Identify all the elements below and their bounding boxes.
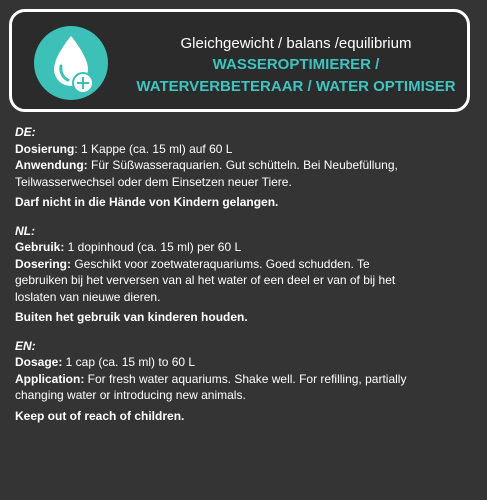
- use-text2-en: changing water or introducing new animals.: [15, 388, 246, 402]
- use-label-de: Anwendung:: [15, 158, 88, 172]
- product-header: [9, 9, 470, 112]
- dose-text-de: : 1 Kappe (ca. 15 ml) auf 60 L: [74, 141, 233, 156]
- use-text2-nl: gebruiken bij het verversen van al het water of een deel er van of bij het: [15, 273, 396, 287]
- dose-label-nl: Gebruik:: [15, 240, 65, 254]
- dose-line-en: [15, 354, 475, 371]
- dose-line-nl: [15, 239, 475, 256]
- lang-label-de: DE:: [15, 125, 36, 139]
- header-title-line2: WATERVERBETERAAR / WATER OPTIMISER: [136, 78, 456, 95]
- use-line-en: [15, 371, 475, 388]
- lang-label-nl: NL:: [15, 223, 35, 238]
- warning-de: Darf nicht in die Hände von Kindern gelangen.: [15, 195, 279, 209]
- use-text2-de: Teilwasserwechsel oder dem Einsetzen neuer Tiere.: [15, 174, 292, 189]
- warning-en: Keep out of reach of children.: [15, 408, 185, 423]
- section-nl: [15, 223, 475, 326]
- dose-label-de: Dosierung: [15, 141, 75, 156]
- header-subtitle: Gleichgewicht / balans /equilibrium: [180, 35, 412, 52]
- use-line-nl: [15, 256, 475, 273]
- use-text-de: Für Süßwasseraquarien. Gut schütteln. Bei Neubefüllung,: [87, 158, 398, 172]
- dose-label-en: Dosage:: [15, 355, 63, 369]
- section-en: [15, 338, 475, 425]
- dose-text-nl: 1 dopinhoud (ca. 15 ml) per 60 L: [64, 240, 242, 254]
- dose-text-en: 1 cap (ca. 15 ml) to 60 L: [62, 355, 196, 369]
- section-de: [15, 124, 475, 211]
- instructions: [15, 124, 475, 424]
- header-text: [120, 34, 472, 98]
- use-text-nl: Geschikt voor zoetwateraquariums. Goed schudden. Te: [71, 256, 370, 271]
- use-text-en: For fresh water aquariums. Shake well. For refilling, partially: [84, 371, 407, 386]
- warning-nl: Buiten het gebruik van kinderen houden.: [15, 310, 248, 324]
- water-drop-plus-logo: [34, 26, 108, 100]
- use-line-de: [15, 157, 475, 174]
- use-label-en: Application:: [15, 371, 85, 386]
- water-drop-plus-icon: [34, 26, 108, 100]
- header-title-line1: WASSEROPTIMIERER /: [212, 56, 380, 73]
- dose-line-de: [15, 141, 475, 158]
- lang-label-en: EN:: [15, 338, 36, 353]
- use-text3-nl: loslaten van nieuwe dieren.: [15, 289, 161, 304]
- use-label-nl: Dosering:: [15, 256, 72, 271]
